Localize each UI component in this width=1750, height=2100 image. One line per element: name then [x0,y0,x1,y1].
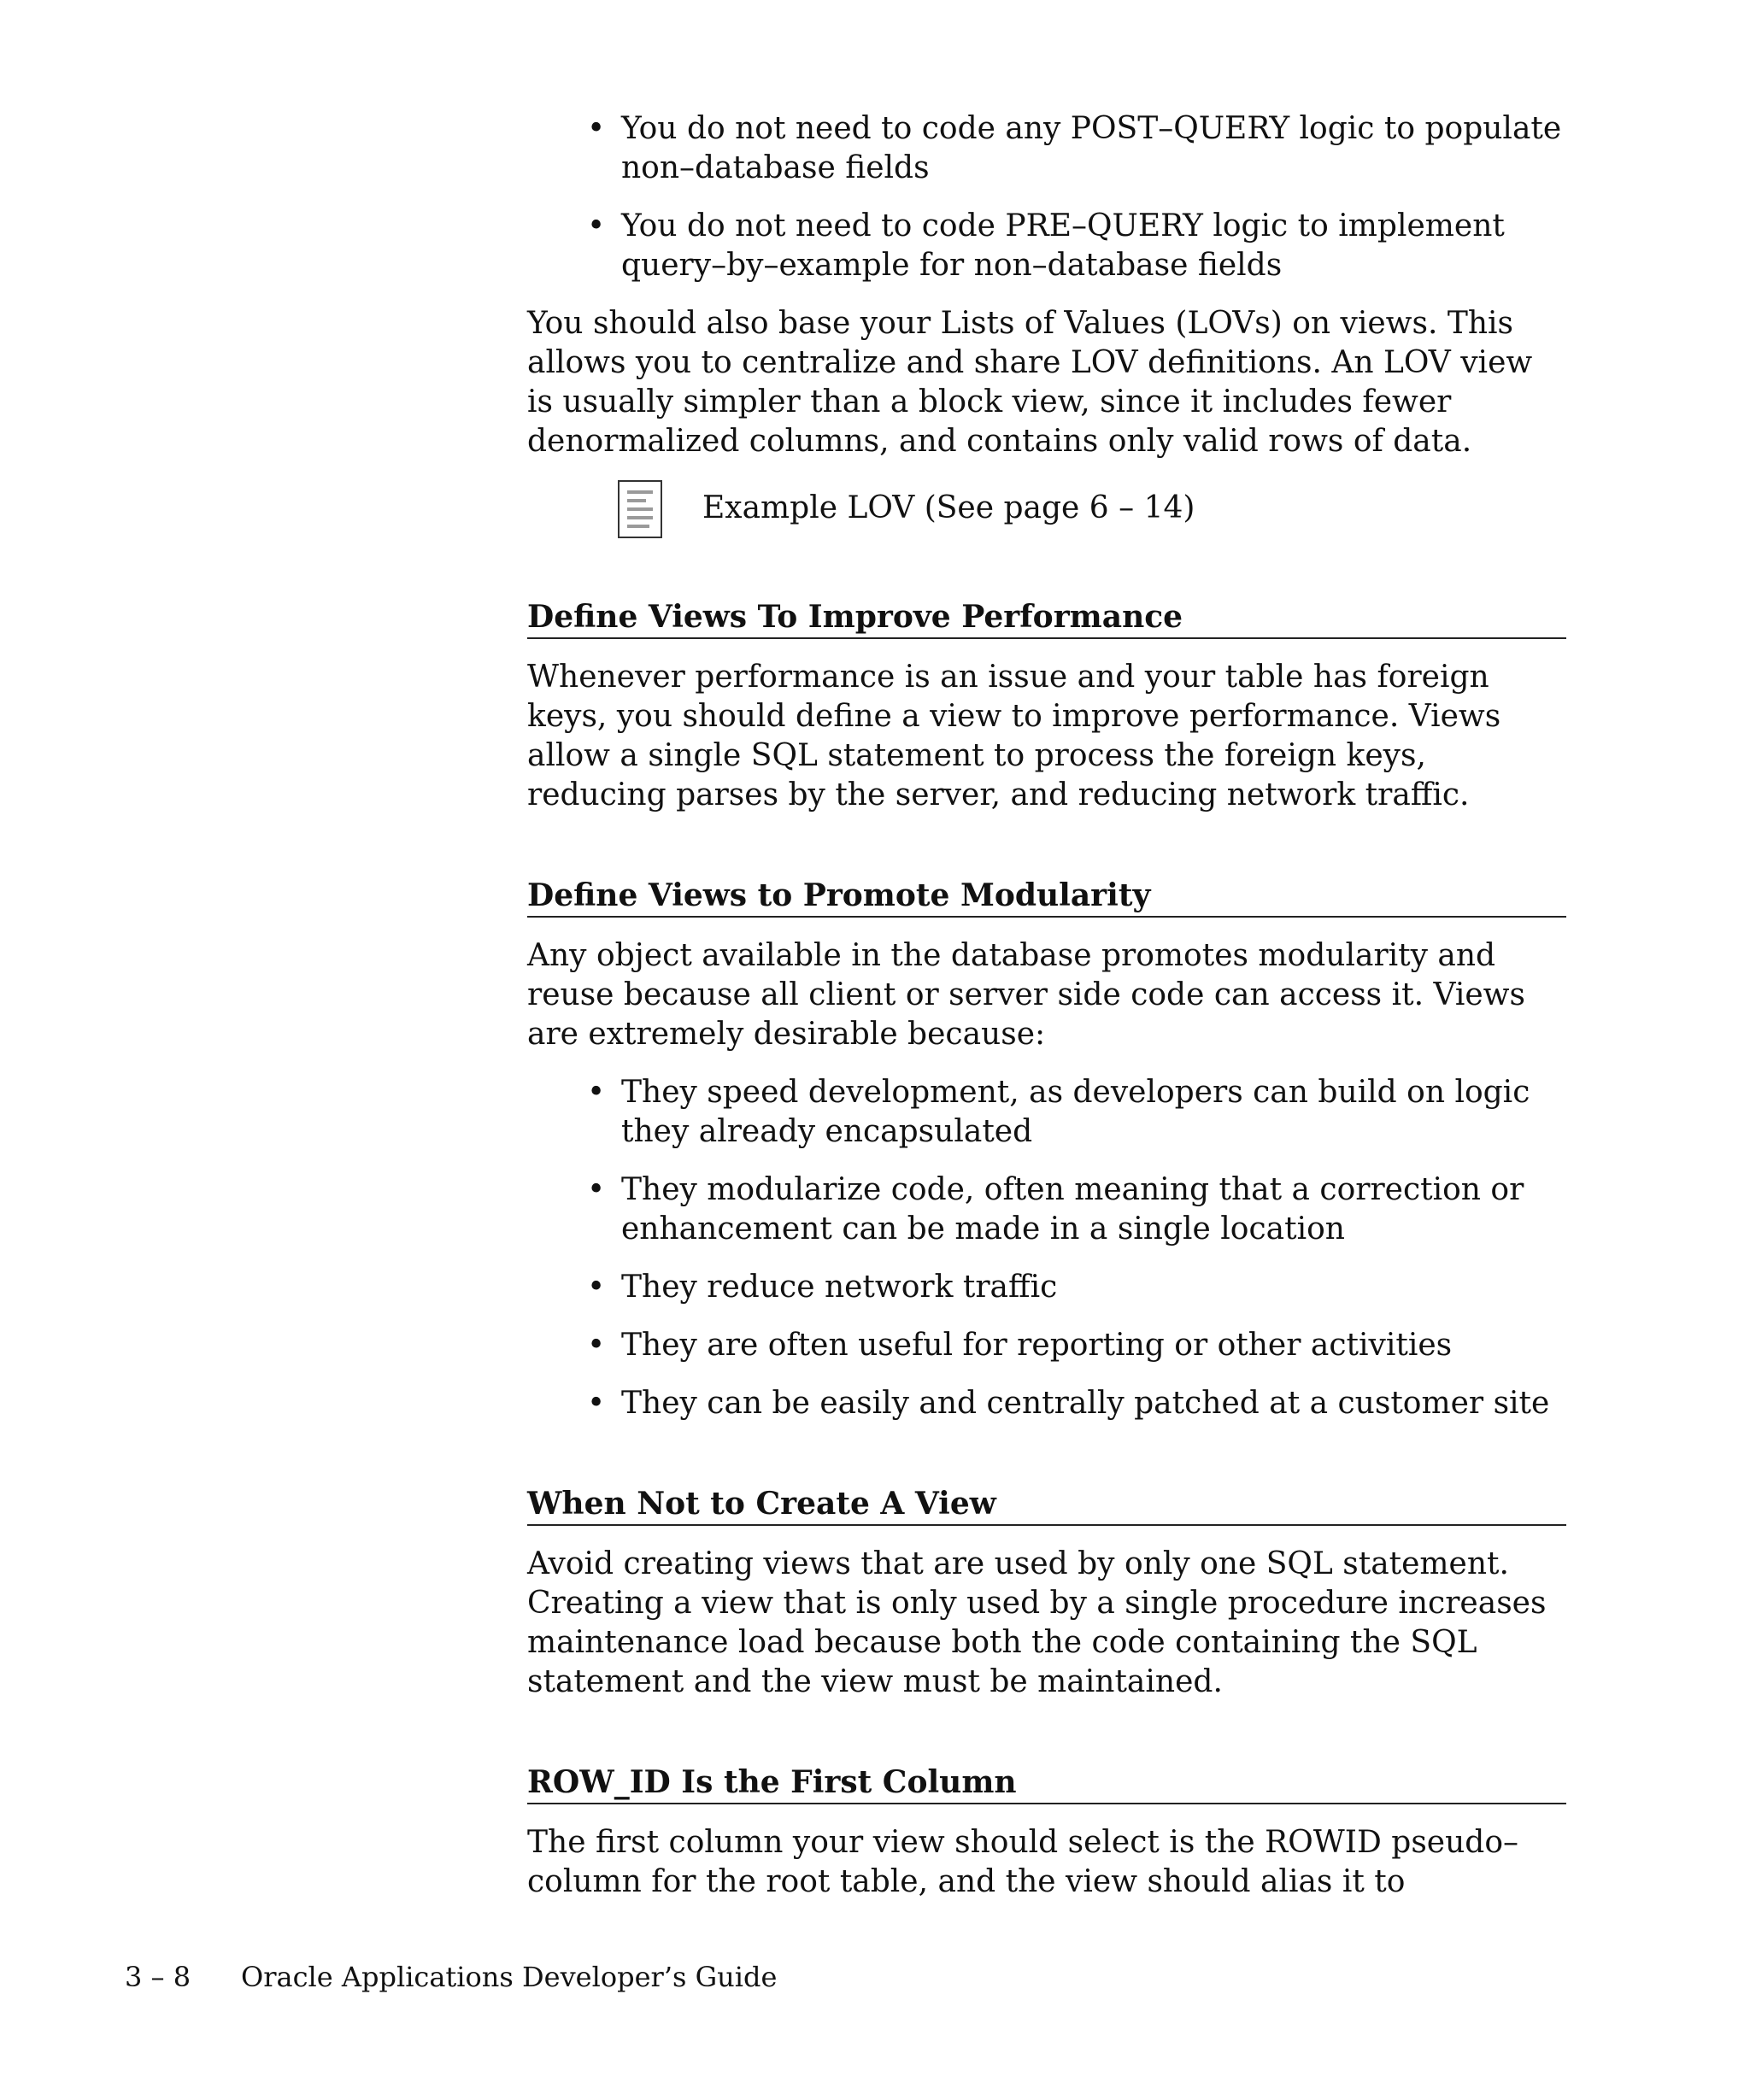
page-number: 3 – 8 [125,1961,191,1993]
list-item [587,207,1566,285]
list-item-text: They are often useful for reporting or other activities [621,1328,1453,1363]
lov-paragraph: You should also base your Lists of Values (LOVs) on views. This allows you to centralize and share LOV definitions. An LOV view is usually simpler than a block view, since it includes fewer denormalized columns, and contains only valid rows of data. [527,306,1533,459]
document-icon [618,480,662,538]
list-item [587,1170,1566,1249]
bullet-icon: • [587,1075,606,1110]
section-performance [527,598,1566,815]
bullet-icon: • [587,111,606,146]
list-item-text: You do not need to code any POST–QUERY logic to populate non–database fields [621,111,1562,185]
list-item [587,1326,1566,1365]
list-item [587,109,1566,188]
bullet-icon: • [587,1386,606,1421]
list-item-text: You do not need to code PRE–QUERY logic to implement query–by–example for non–database fields [621,208,1505,283]
bullet-icon: • [587,1172,606,1207]
cross-reference-label[interactable]: Example LOV (See page 6 – 14) [702,490,1195,525]
list-item-text: They speed development, as developers can build on logic they already encapsulated [621,1075,1530,1149]
bullet-icon: • [587,1270,606,1305]
section-row-id [527,1763,1566,1902]
section-heading: Define Views to Promote Modularity [527,877,1566,918]
list-item [587,1268,1566,1307]
list-item [587,1073,1566,1152]
section-paragraph: Avoid creating views that are used by only one SQL statement. Creating a view that is only used by a single procedure increases maintenance load because both the code containing the SQL statement and the view must be maintained. [527,1546,1547,1699]
section-when-not-to-create [527,1485,1566,1702]
list-item-text: They modularize code, often meaning that a correction or enhancement can be made in a single location [621,1172,1524,1247]
page-content [527,109,1566,1921]
bullet-icon: • [587,1328,606,1363]
intro-bullet-list [527,109,1566,285]
cross-reference[interactable] [527,480,1566,547]
list-item-text: They can be easily and centrally patched at a customer site [621,1386,1550,1421]
list-item [587,1384,1566,1423]
section-modularity [527,877,1566,1423]
section-heading: When Not to Create A View [527,1485,1566,1526]
section-paragraph: The first column your view should select is the ROWID pseudo–column for the root table, and the view should alias it to [527,1825,1519,1899]
list-item-text: They reduce network traffic [621,1270,1058,1305]
book-title: Oracle Applications Developer’s Guide [241,1961,778,1993]
section-paragraph: Whenever performance is an issue and your table has foreign keys, you should define a view to improve performance. Views allow a single SQL statement to process the foreign keys, reducing parses by the server, and reducing network traffic. [527,660,1501,812]
section-heading: ROW_ID Is the First Column [527,1763,1566,1804]
section-paragraph: Any object available in the database promotes modularity and reuse because all client or server side code can access it. Views are extremely desirable because: [527,938,1525,1052]
section-heading: Define Views To Improve Performance [527,598,1566,639]
bullet-icon: • [587,208,606,243]
modularity-bullet-list [527,1073,1566,1423]
